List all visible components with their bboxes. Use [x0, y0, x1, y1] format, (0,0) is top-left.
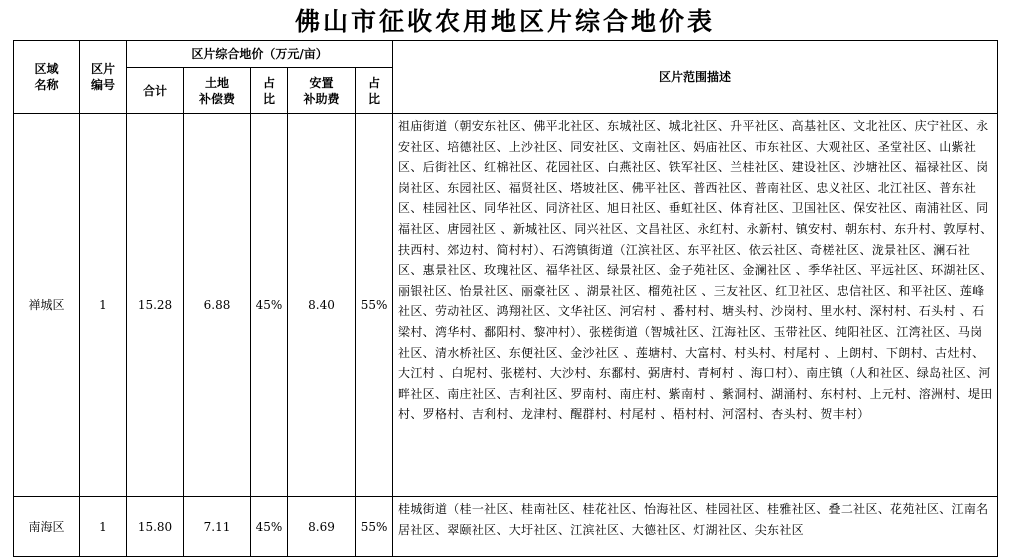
- header-price-group: 区片综合地价（万元/亩）: [127, 41, 393, 68]
- header-land-compensation: 土地 补偿费: [184, 68, 251, 114]
- header-resettlement: 安置 补助费: [288, 68, 356, 114]
- header-zone-number: 区片 编号: [80, 41, 127, 114]
- header-total: 合计: [127, 68, 184, 114]
- description-cell: 桂城街道（桂一社区、桂南社区、桂花社区、怡海社区、桂园社区、桂雅社区、叠二社区、花苑社区、江南名居社区、翠颐社区、大圩社区、江滨社区、大德社区、灯湖社区、尖东社区: [393, 497, 998, 557]
- header-region-name: 区域 名称: [14, 41, 80, 114]
- ratio2-cell: 55%: [356, 497, 393, 557]
- table-row: [14, 114, 998, 497]
- total-cell: 15.80: [127, 497, 184, 557]
- ratio1-cell: 45%: [251, 114, 288, 497]
- description-cell: 祖庙街道（朝安东社区、佛平北社区、东城社区、城北社区、升平社区、高基社区、文北社区、庆宁社区、永安社区、培德社区、上沙社区、同安社区、文南社区、妈庙社区、市东社区、大观社区、圣堂社区、山紫社区、后街社区、红棉社区、花园社区、白燕社区、铁军社区、兰桂社区、建设社区、沙塘社区、福禄社区、岗岗社区、东园社区、福贤社区、塔坡社区、佛平社区、普西社区、普南社区、忠义社区、北江社区、普东社区、桂园社区、同华社区、同济社区、旭日社区、垂虹社区、体育社区、卫国社区、保安社区、南浦社区、同福社区、唐园社区 、新城社区、同兴社区、文昌社区、永红村、永新村、镇安村、朝东村、东升村、敦厚村、扶西村、郊边村、简村村）、石湾镇街道（江滨社区、东平社区、依云社区、奇槎社区、泷景社区、澜石社区、惠景社区、玫瑰社区、福华社区、绿景社区、金子苑社区、金澜社区 、季华社区、平远社区、环湖社区、丽银社区、怡景社区、丽豪社区 、湖景社区、榴苑社区 、三友社区、红卫社区、忠信社区、和平社区、莲峰社区、劳动社区、鸿翔社区、文华社区、河宕村 、番村村、塘头村、沙岗村、里水村、深村村、石头村 、石梁村、湾华村、鄱阳村、黎冲村）、张槎街道（智城社区、江海社区、玉带社区、纯阳社区、江湾社区、马岗社区、清水桥社区、东便社区、金沙社区 、莲塘村、大富村、村头村、村尾村 、上朗村、下朗村、古灶村、大江村 、白坭村、张槎村、大沙村、东鄱村、弼唐村、青柯村 、海口村）、南庄镇（人和社区、绿岛社区、河畔社区、南庄社区、吉利社区、罗南村、南庄村、紫南村 、紫洞村、湖涌村、东村村、上元村、溶洲村、堤田村、罗格村、吉利村、龙津村、醒群村、村尾村 、梧村村、河滘村、杏头村、贺丰村）: [393, 114, 998, 497]
- land-price-table: [13, 40, 998, 557]
- land-comp-cell: 6.88: [184, 114, 251, 497]
- header-description: 区片范围描述: [393, 41, 998, 114]
- table-row: [14, 497, 998, 557]
- resettle-cell: 8.40: [288, 114, 356, 497]
- header-ratio-1: 占 比: [251, 68, 288, 114]
- header-ratio-2: 占 比: [356, 68, 393, 114]
- zone-cell: 1: [80, 497, 127, 557]
- page-title: 佛山市征收农用地区片综合地价表: [294, 7, 715, 36]
- region-cell: 南海区: [14, 497, 80, 557]
- ratio2-cell: 55%: [356, 114, 393, 497]
- ratio1-cell: 45%: [251, 497, 288, 557]
- total-cell: 15.28: [127, 114, 184, 497]
- zone-cell: 1: [80, 114, 127, 497]
- region-cell: 禅城区: [14, 114, 80, 497]
- resettle-cell: 8.69: [288, 497, 356, 557]
- land-comp-cell: 7.11: [184, 497, 251, 557]
